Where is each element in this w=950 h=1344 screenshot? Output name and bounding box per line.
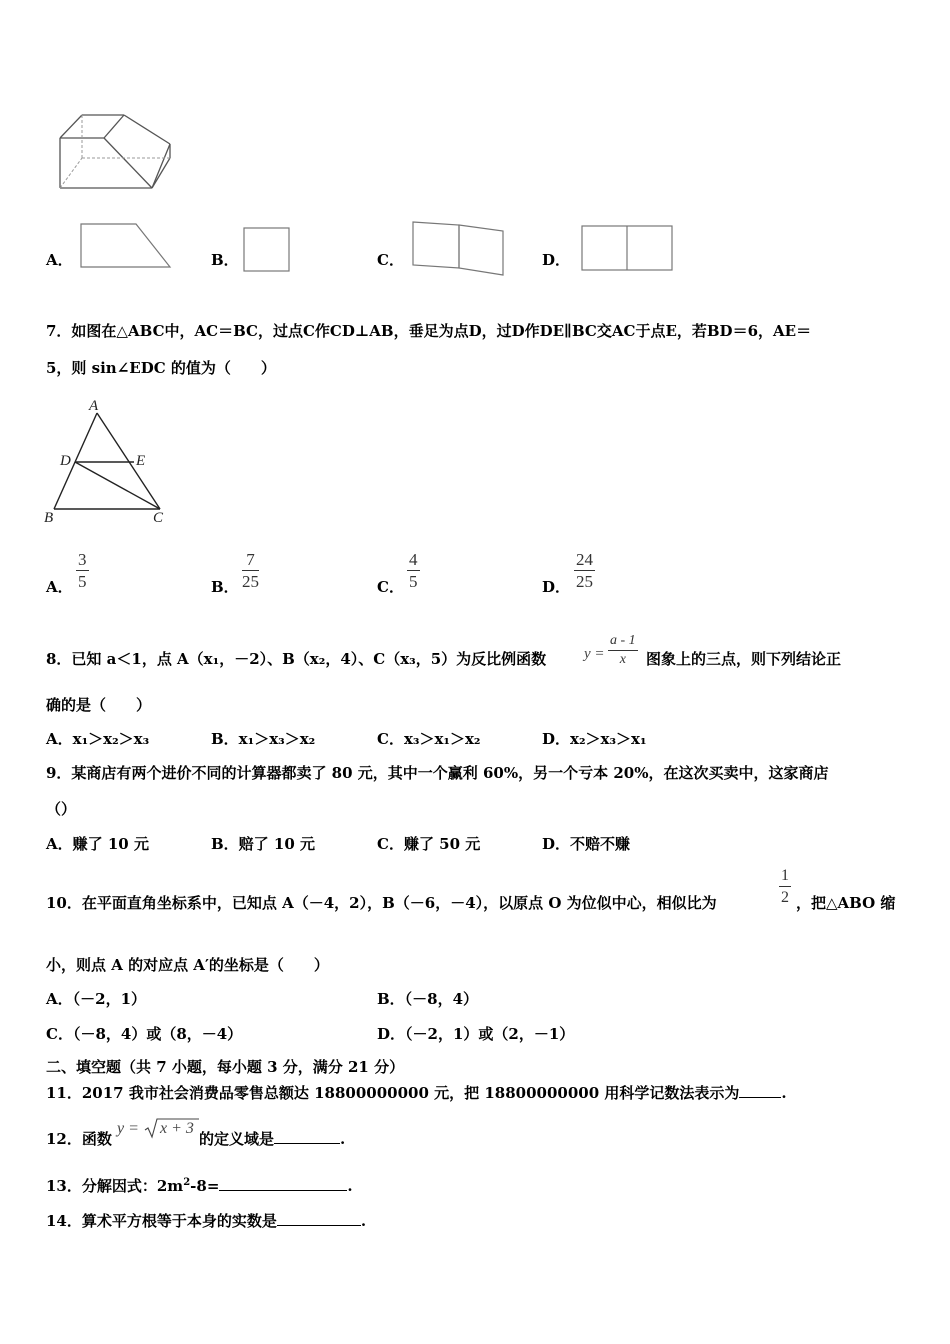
q8-option-d: D．x₂＞x₃＞x₁: [542, 730, 647, 748]
q7-label-c: C: [153, 510, 164, 526]
q13-exponent: 2: [183, 1177, 191, 1188]
q6-option-d-figure: [580, 224, 676, 274]
q14-answer-blank[interactable]: [277, 1225, 361, 1226]
q7-option-a-numerator: 3: [78, 550, 87, 569]
q14-question: [46, 1210, 366, 1231]
q13-prefix: 13．分解因式：2m: [46, 1177, 184, 1195]
q11-question: [46, 1082, 787, 1103]
q11-end: .: [781, 1084, 787, 1102]
q6-option-b-figure: [242, 226, 292, 274]
q10-question-text-end: ，把△ABO 缩: [796, 894, 896, 912]
q9-question-line-1: 9．某商店有两个进价不同的计算器都卖了 80 元，其中一个赢利 60%，另一个亏本 20%，在这次买卖中，这家商店: [46, 764, 829, 782]
q12-end: .: [340, 1130, 346, 1148]
q13-rest: -8=: [190, 1177, 220, 1195]
q10-ratio-numerator: 1: [781, 867, 789, 884]
q8-formula-fraction: [608, 632, 638, 669]
q11-answer-blank[interactable]: [739, 1097, 781, 1098]
q13-question: [46, 1175, 353, 1196]
q7-option-d-label: D．: [542, 578, 571, 596]
q8-question-text-end: 图象上的三点，则下列结论正: [646, 650, 842, 668]
q8-formula-lhs: y =: [584, 646, 605, 662]
q6-option-a-label: A．: [46, 251, 73, 269]
q7-option-a-fraction: [76, 550, 89, 593]
q10-option-a: A．（－2，1）: [46, 990, 147, 1008]
q12-prefix: 12．函数: [46, 1130, 112, 1148]
q6-option-d-label: D．: [542, 251, 571, 269]
q8-question-line-2: 确的是（ ）: [46, 696, 152, 714]
q7-option-c-numerator: 4: [409, 550, 418, 569]
q9-option-d: D．不赔不赚: [542, 835, 631, 853]
q7-option-c-denominator: 5: [409, 572, 418, 591]
q11-text: 11．2017 我市社会消费品零售总额达 18800000000 元，把 18800000000 用科学记数法表示为: [46, 1084, 740, 1102]
q7-option-b-label: B．: [211, 578, 239, 596]
q7-option-c-label: C．: [377, 578, 404, 596]
q8-formula-numerator: a - 1: [610, 633, 636, 648]
q9-question-line-2: （）: [46, 800, 77, 818]
q7-option-d-fraction: [574, 550, 595, 593]
q12-suffix: 的定义域是: [199, 1130, 275, 1148]
q13-answer-blank[interactable]: [219, 1190, 347, 1191]
q7-option-a-label: A．: [46, 578, 73, 596]
q7-option-a-denominator: 5: [78, 572, 87, 591]
q10-question-text: 10．在平面直角坐标系中，已知点 A（－4，2），B（－6，－4），以原点 O 为位似中心，相似比为: [46, 894, 717, 912]
q6-solid-figure: [52, 108, 174, 192]
q7-triangle-figure: [40, 396, 180, 528]
q8-formula-denominator: x: [619, 652, 626, 667]
q6-option-a-figure: [78, 221, 174, 273]
q7-label-a: A: [89, 398, 99, 414]
q7-label-e: E: [136, 453, 146, 469]
q10-ratio-denominator: 2: [781, 889, 789, 906]
q12-formula: y =: [117, 1120, 139, 1137]
q8-option-b: B．x₁＞x₃＞x₂: [211, 730, 316, 748]
q14-text: 14．算术平方根等于本身的实数是: [46, 1212, 277, 1230]
q9-option-b: B．赔了 10 元: [211, 835, 315, 853]
q6-option-c-label: C．: [377, 251, 404, 269]
q8-option-c: C．x₃＞x₁＞x₂: [377, 730, 481, 748]
q10-option-c: C．（－8，4）或（8，－4）: [46, 1025, 243, 1043]
q7-label-b: B: [44, 510, 54, 526]
q7-question-line-1: 7．如图在△ABC中，AC＝BC，过点C作CD⊥AB，垂足为点D，过D作DE∥BC交AC于点E，若BD＝6，AE＝: [46, 322, 812, 340]
q9-option-c: C．赚了 50 元: [377, 835, 481, 853]
q7-option-b-fraction: [242, 550, 259, 593]
q7-option-c-fraction: [407, 550, 420, 593]
q8-question-text: 8．已知 a＜1，点 A（x₁，－2）、B（x₂，4）、C（x₃，5）为反比例函数: [46, 650, 547, 668]
q7-question-line-2: 5，则 sin∠EDC 的值为（ ）: [46, 359, 276, 377]
q12-radicand: x + 3: [160, 1120, 194, 1137]
q8-option-a: A．x₁＞x₂＞x₃: [46, 730, 150, 748]
section-2-heading: 二、填空题（共 7 小题，每小题 3 分，满分 21 分）: [46, 1058, 405, 1076]
q7-option-d-denominator: 25: [576, 572, 593, 591]
q12-question: [46, 1128, 112, 1149]
q12-answer-blank[interactable]: [274, 1143, 340, 1144]
q10-ratio-fraction: [779, 866, 791, 909]
q10-option-d: D．（－2，1）或（2，－1）: [377, 1025, 575, 1043]
q9-option-a: A．赚了 10 元: [46, 835, 149, 853]
q10-option-b: B．（－8，4）: [377, 990, 479, 1008]
q7-label-d: D: [60, 453, 71, 469]
q6-option-c-figure: [410, 219, 508, 279]
q13-end: .: [347, 1177, 353, 1195]
q10-question-line-2: 小，则点 A 的对应点 A′的坐标是（ ）: [46, 956, 329, 974]
q7-option-b-numerator: 7: [246, 550, 255, 569]
q6-option-b-label: B．: [211, 251, 239, 269]
q7-option-d-numerator: 24: [576, 550, 593, 569]
q7-option-b-denominator: 25: [242, 572, 259, 591]
q14-end: .: [360, 1212, 367, 1230]
q12-question-rest: [199, 1128, 345, 1149]
